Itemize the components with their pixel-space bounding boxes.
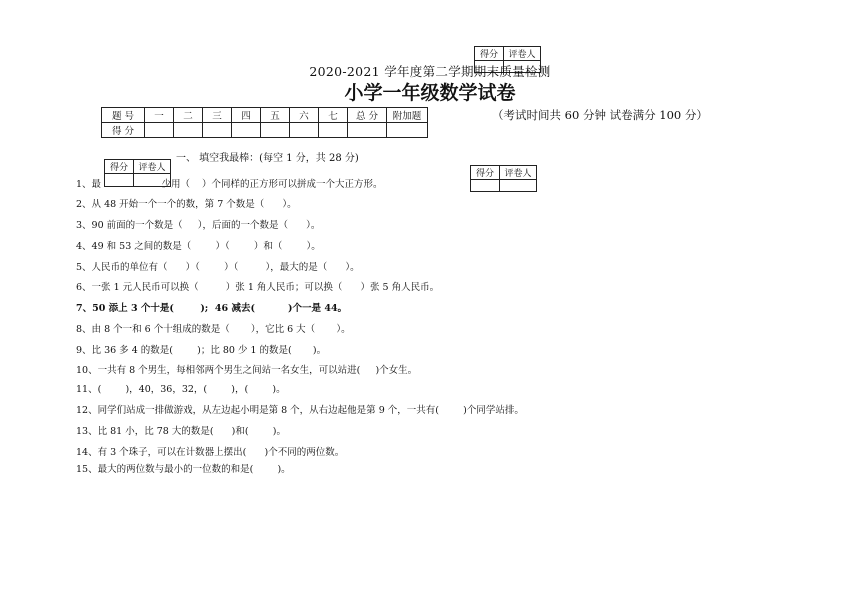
question-3: 3、90 前面的一个数是（ ），后面的一个数是（ ）。 [76,220,321,231]
exam-title: 小学一年级数学试卷 [344,82,516,104]
score-cell[interactable] [174,123,203,138]
grader-label: 评卷人 [500,166,537,180]
header-cell: 题 号 [102,108,145,123]
question-5: 5、人民币的单位有（ ）（ ）（ ），最大的是（ ）。 [76,262,360,273]
question-1: 1、最 少用（ ）个同样的正方形可以拼成一个大正方形。 [76,179,383,190]
score-cell[interactable] [471,180,500,192]
row-label: 得 分 [102,123,145,138]
header-cell: 总 分 [348,108,387,123]
grader-cell[interactable] [500,180,537,192]
header-cell: 一 [145,108,174,123]
question-12: 12、同学们站成一排做游戏，从左边起小明是第 8 个，从右边起他是第 9 个，一共有( )个同学站排。 [76,405,524,416]
score-label: 得分 [471,166,500,180]
question-4: 4、49 和 53 之间的数是（ ）（ ）和（ ）。 [76,241,321,252]
question-11: 11、( )，40，36，32，( )，( )。 [76,384,286,395]
header-cell: 三 [203,108,232,123]
table-row [102,108,428,123]
question-14: 14、有 3 个珠子，可以在计数器上摆出( )个不同的两位数。 [76,447,345,458]
score-cell[interactable] [319,123,348,138]
score-cell[interactable] [290,123,319,138]
school-year-title: 2020-2021 学年度第二学期期末质量检测 [309,64,551,79]
header-cell: 六 [290,108,319,123]
header-cell: 二 [174,108,203,123]
question-13: 13、比 81 小，比 78 大的数是( )和( )。 [76,426,286,437]
grader-label: 评卷人 [504,47,541,61]
header-cell: 附加题 [387,108,428,123]
question-7: 7、50 添上 3 个十是( ); 46 减去( )个一是 44。 [76,303,348,314]
score-cell[interactable] [203,123,232,138]
grader-box-right [470,165,537,192]
question-8: 8、由 8 个一和 6 个十组成的数是（ ），它比 6 大（ ）。 [76,324,351,335]
header-cell: 七 [319,108,348,123]
question-2: 2、从 48 开始一个一个的数，第 7 个数是（ ）。 [76,199,297,210]
exam-info: （考试时间共 60 分钟 试卷满分 100 分） [492,108,708,122]
score-label: 得分 [105,160,134,174]
score-cell[interactable] [261,123,290,138]
score-cell[interactable] [232,123,261,138]
question-9: 9、比 36 多 4 的数是( )；比 80 少 1 的数是( )。 [76,345,327,356]
grader-label: 评卷人 [134,160,171,174]
header-cell: 五 [261,108,290,123]
table-row [102,123,428,138]
score-summary-table [101,107,428,138]
question-6: 6、一张 1 元人民币可以换（ ）张 1 角人民币；可以换（ ）张 5 角人民币。 [76,282,440,293]
score-cell[interactable] [348,123,387,138]
question-10: 10、一共有 8 个男生，每相邻两个男生之间站一名女生，可以站进( )个女生。 [76,365,418,376]
score-cell[interactable] [387,123,428,138]
question-15: 15、最大的两位数与最小的一位数的和是( )。 [76,464,291,475]
score-label: 得分 [475,47,504,61]
score-cell[interactable] [145,123,174,138]
section-heading: 一、 填空我最棒：(每空 1 分，共 28 分) [176,153,359,164]
header-cell: 四 [232,108,261,123]
